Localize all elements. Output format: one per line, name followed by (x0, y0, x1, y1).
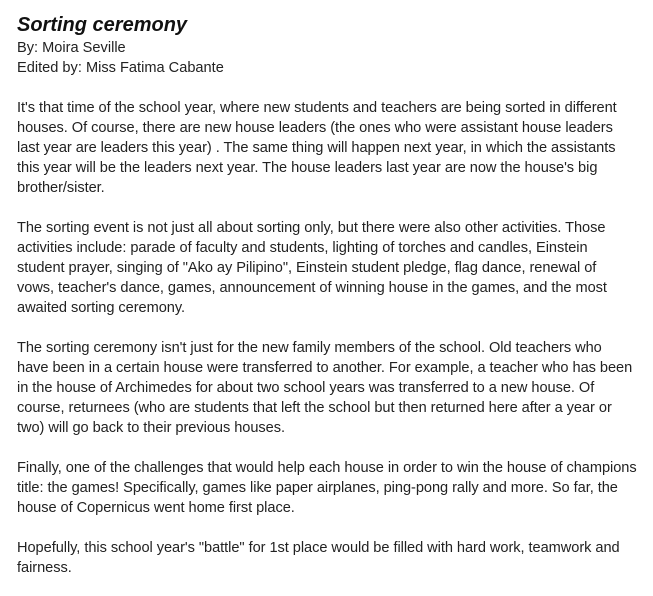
paragraph-transfers: The sorting ceremony isn't just for the new family members of the school. Old teachers who have been in a certain house were transferred to another. For example, a teacher who has been in the house of Archimedes for about two school years was transferred to a new house. Of course, returnees (who are students that left the school but then returned here after a year or two) will go back to their previous houses. (17, 340, 633, 436)
header-spacer (17, 78, 637, 98)
article-title: Sorting ceremony (17, 14, 188, 36)
paragraph-closing: Hopefully, this school year's "battle" for 1st place would be filled with hard work, teamwork and fairness. (17, 540, 620, 576)
editor-line: Edited by: Miss Fatima Cabante (17, 60, 224, 76)
author-byline: By: Moira Seville (17, 40, 126, 56)
paragraph-intro: It's that time of the school year, where new students and teachers are being sorted in different houses. Of course, there are new house leaders (the ones who were assistant house leaders last year are leaders this year) . The same thing will happen next year, in which the assistants this year will be the leaders next year. The house leaders last year are now the house's big brother/sister. (17, 100, 617, 196)
paragraph-activities: The sorting event is not just all about sorting only, but there were also other activities. Those activities include: parade of faculty and students, lighting of torches and candles, Einstein student prayer, singing of "Ako ay Pilipino", Einstein student pledge, flag dance, renewal of vows, teacher's dance, games, announcement of winning house in the games, and the most awaited sorting ceremony. (17, 220, 607, 316)
paragraph-games: Finally, one of the challenges that would help each house in order to win the house of champions title: the games! Specifically, games like paper airplanes, ping-pong rally and more. So far, the house of Copernicus went home first place. (17, 460, 637, 516)
